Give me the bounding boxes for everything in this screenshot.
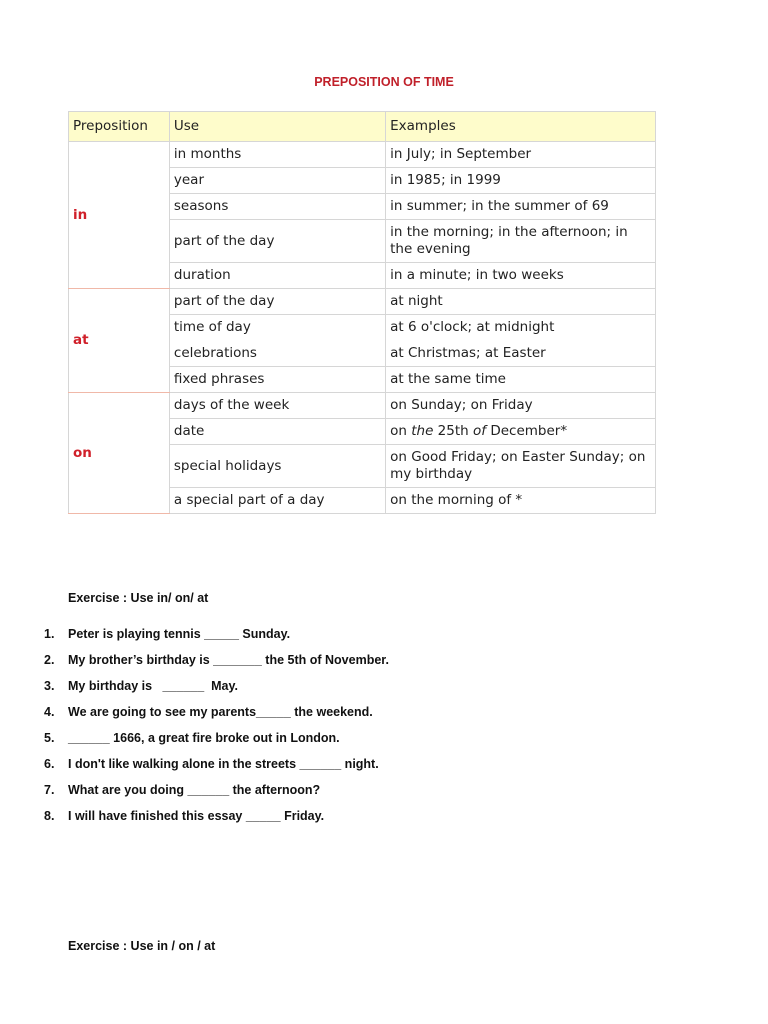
example-cell: in 1985; in 1999 — [386, 168, 656, 194]
item-number: 8. — [44, 809, 55, 823]
example-cell: on the morning of * — [386, 488, 656, 514]
preposition-table — [68, 111, 656, 514]
item-number: 7. — [44, 783, 55, 797]
item-text: ______ 1666, a great fire broke out in London. — [68, 731, 340, 745]
table-row — [69, 393, 656, 419]
item-text: My birthday is ______ May. — [68, 679, 238, 693]
use-cell: in months — [169, 142, 385, 168]
use-cell: celebrations — [169, 341, 385, 367]
example-cell: at Christmas; at Easter — [386, 341, 656, 367]
example-cell: on Good Friday; on Easter Sunday; on my birthday — [386, 445, 656, 488]
example-cell: at night — [386, 289, 656, 315]
example-cell: in a minute; in two weeks — [386, 263, 656, 289]
example-cell: in summer; in the summer of 69 — [386, 194, 656, 220]
table-row — [69, 289, 656, 315]
item-number: 3. — [44, 679, 55, 693]
item-text: What are you doing ______ the afternoon? — [68, 783, 321, 797]
item-text: I don't like walking alone in the streets ______ night. — [68, 757, 379, 771]
use-cell: special holidays — [169, 445, 385, 488]
use-cell: days of the week — [169, 393, 385, 419]
item-number: 5. — [44, 731, 55, 745]
item-number: 2. — [44, 653, 55, 667]
item-text: Peter is playing tennis _____ Sunday. — [68, 627, 291, 641]
example-part: December* — [486, 423, 568, 439]
example-cell: on Sunday; on Friday — [386, 393, 656, 419]
use-cell: fixed phrases — [169, 367, 385, 393]
table-header-row — [69, 112, 656, 142]
use-cell: year — [169, 168, 385, 194]
header-use: Use — [169, 112, 385, 142]
example-cell: at 6 o'clock; at midnight — [386, 315, 656, 341]
header-preposition: Preposition — [69, 112, 170, 142]
item-number: 1. — [44, 627, 55, 641]
preposition-on: on — [69, 393, 170, 514]
example-part: on — [390, 423, 412, 439]
use-cell: part of the day — [169, 289, 385, 315]
use-cell: part of the day — [169, 220, 385, 263]
use-cell: a special part of a day — [169, 488, 385, 514]
header-examples: Examples — [386, 112, 656, 142]
example-cell: at the same time — [386, 367, 656, 393]
preposition-in: in — [69, 142, 170, 289]
example-part: 25th — [433, 423, 474, 439]
example-cell: in July; in September — [386, 142, 656, 168]
example-cell — [386, 419, 656, 445]
item-text: My brother’s birthday is _______ the 5th of November. — [68, 653, 389, 667]
use-cell: duration — [169, 263, 385, 289]
exercise-heading: Exercise : Use in/ on/ at — [68, 591, 209, 605]
item-number: 6. — [44, 757, 55, 771]
page-title: PREPOSITION OF TIME — [314, 75, 454, 89]
example-part-italic: of — [473, 423, 487, 439]
table-row — [69, 142, 656, 168]
item-text: I will have finished this essay _____ Friday. — [68, 809, 325, 823]
example-cell: in the morning; in the afternoon; in the evening — [386, 220, 656, 263]
use-cell: date — [169, 419, 385, 445]
use-cell: seasons — [169, 194, 385, 220]
item-text: We are going to see my parents_____ the weekend. — [68, 705, 373, 719]
use-cell: time of day — [169, 315, 385, 341]
exercise-heading-2: Exercise : Use in / on / at — [68, 939, 216, 953]
example-part-italic: the — [411, 423, 434, 439]
item-number: 4. — [44, 705, 55, 719]
preposition-at: at — [69, 289, 170, 393]
